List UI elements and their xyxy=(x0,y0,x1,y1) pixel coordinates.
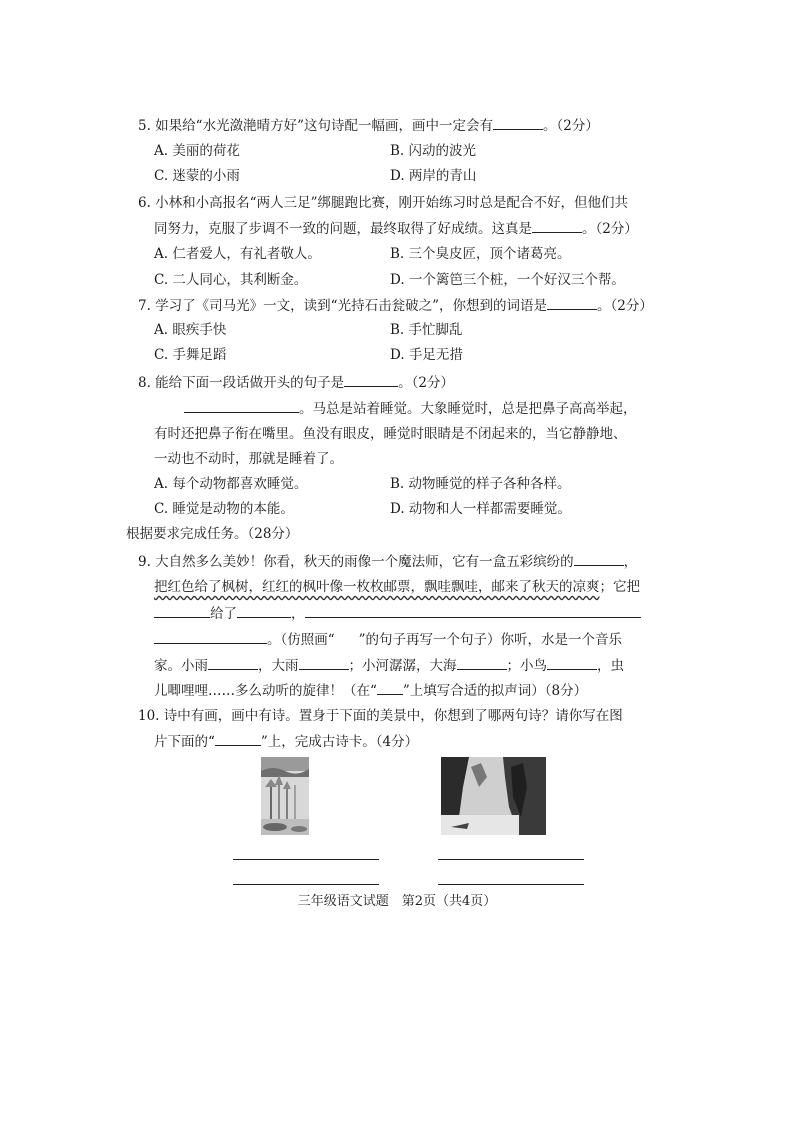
q5-option-d[interactable]: D. 两岸的青山 xyxy=(390,168,477,184)
q7-stem: 7. 学习了《司马光》一文，读到“光持石击瓮破之”，你想到的词语是 。（2分） xyxy=(138,295,653,316)
q5-blank[interactable] xyxy=(493,115,543,130)
q5-option-b[interactable]: B. 闪动的波光 xyxy=(390,143,477,159)
page-footer: 三年级语文试题 第2页（共4页） xyxy=(297,894,497,909)
q7-blank[interactable] xyxy=(547,295,597,310)
q8-passage-line2: 有时还把鼻子衔在嘴里。鱼没有眼皮，睡觉时眼睛是不闭起来的，当它静静地、 xyxy=(154,426,627,442)
q9-line2: 把红色给了枫树，红红的枫叶像一枚枚邮票，飘哇飘哇，邮来了秋天的凉爽；它把 xyxy=(154,579,640,595)
q8-passage-line1: 。马总是站着睡觉。大象睡觉时，总是把鼻子高高举起， xyxy=(154,398,637,419)
poem-card-left-line1[interactable] xyxy=(233,859,379,860)
poem-card-right-line2[interactable] xyxy=(438,884,584,885)
cliff-river-drawing xyxy=(441,757,546,835)
q7-option-d[interactable]: D. 手足无措 xyxy=(390,347,463,363)
q9-blank-heavy-rain[interactable] xyxy=(299,655,349,670)
q6-option-d[interactable]: D. 一个篱笆三个桩，一个好汉三个帮。 xyxy=(390,272,625,288)
q9-blank-sentence-part1[interactable] xyxy=(305,603,641,618)
winter-landscape-image xyxy=(261,757,309,835)
q9-blank-colors[interactable] xyxy=(574,551,624,566)
q8-passage-line3: 一动也不动时，那就是睡着了。 xyxy=(154,451,343,467)
q8-blank[interactable] xyxy=(344,372,398,387)
q7-option-b[interactable]: B. 手忙脚乱 xyxy=(390,322,463,338)
q6-option-c[interactable]: C. 二人同心，其利断金。 xyxy=(154,272,308,288)
q8-option-a[interactable]: A. 每个动物都喜欢睡觉。 xyxy=(154,476,308,492)
q10-line2: 片下面的“ ”上，完成古诗卡。（4分） xyxy=(154,731,418,752)
q8-option-b[interactable]: B. 动物睡觉的样子各种各样。 xyxy=(390,476,571,492)
q9-model-sentence: 把红色给了枫树，红红的枫叶像一枚枚邮票，飘哇飘哇，邮来了秋天的凉爽 xyxy=(154,579,600,595)
cliff-river-image xyxy=(441,757,546,835)
q9-blank-color[interactable] xyxy=(154,603,210,618)
q5-option-a[interactable]: A. 美丽的荷花 xyxy=(154,143,240,159)
q8-option-c[interactable]: C. 睡觉是动物的本能。 xyxy=(154,501,294,517)
q9-line4: 。（仿照画“ ”的句子再写一个句子）你听，水是一个音乐 xyxy=(154,629,622,650)
q9-blank-light-rain[interactable] xyxy=(208,655,258,670)
q9-blank-sentence-part2[interactable] xyxy=(154,629,267,644)
q9-blank-bird[interactable] xyxy=(547,655,597,670)
q7-option-c[interactable]: C. 手舞足蹈 xyxy=(154,347,227,363)
q6-stem-line2: 同努力，克服了步调不一致的问题，最终取得了好成绩。这真是 。（2分） xyxy=(154,218,638,239)
poem-card-left-line2[interactable] xyxy=(233,884,379,885)
q9-line5: 家。小雨 ，大雨 ；小河潺潺，大海 ；小鸟 ，虫 xyxy=(154,655,624,676)
q6-stem-line1: 6. 小林和小高报名“两人三足”绑腿跑比赛，刚开始练习时总是配合不好，但他们共 xyxy=(138,195,628,211)
q9-wavy-sample xyxy=(335,630,359,650)
q8-option-d[interactable]: D. 动物和人一样都需要睡觉。 xyxy=(390,501,571,517)
q5-option-c[interactable]: C. 迷蒙的小雨 xyxy=(154,168,240,184)
q9-line6: 儿唧哩哩……多么动听的旋律！（在“ ”上填写合适的拟声词）（8分） xyxy=(154,680,587,701)
q9-blank-object[interactable] xyxy=(237,603,291,618)
q9-line1: 9. 大自然多么美妙！你看，秋天的雨像一个魔法师，它有一盒五彩缤纷的 ， xyxy=(138,551,637,572)
poem-card-right-line1[interactable] xyxy=(438,859,584,860)
q8-stem: 8. 能给下面一段话做开头的句子是 。（2分） xyxy=(138,372,454,393)
q6-blank[interactable] xyxy=(532,218,582,233)
winter-landscape-drawing xyxy=(261,757,309,835)
q8-passage-blank[interactable] xyxy=(184,398,299,413)
q7-option-a[interactable]: A. 眼疾手快 xyxy=(154,322,227,338)
section-heading: 根据要求完成任务。（28分） xyxy=(126,526,299,542)
q6-option-a[interactable]: A. 仁者爱人，有礼者敬人。 xyxy=(154,246,321,262)
q10-line1: 10. 诗中有画，画中有诗。置身于下面的美景中，你想到了哪两句诗？请你写在图 xyxy=(138,708,623,724)
q9-blank-sea[interactable] xyxy=(457,655,507,670)
q10-blank-sample xyxy=(215,731,261,746)
q9-line3: 给了 ， xyxy=(154,603,641,624)
q5-stem: 5. 如果给“水光潋滟晴方好”这句诗配一幅画，画中一定会有 。（2分） xyxy=(138,115,599,136)
q9-blank-sample xyxy=(377,680,403,695)
q6-option-b[interactable]: B. 三个臭皮匠，顶个诸葛亮。 xyxy=(390,246,571,262)
